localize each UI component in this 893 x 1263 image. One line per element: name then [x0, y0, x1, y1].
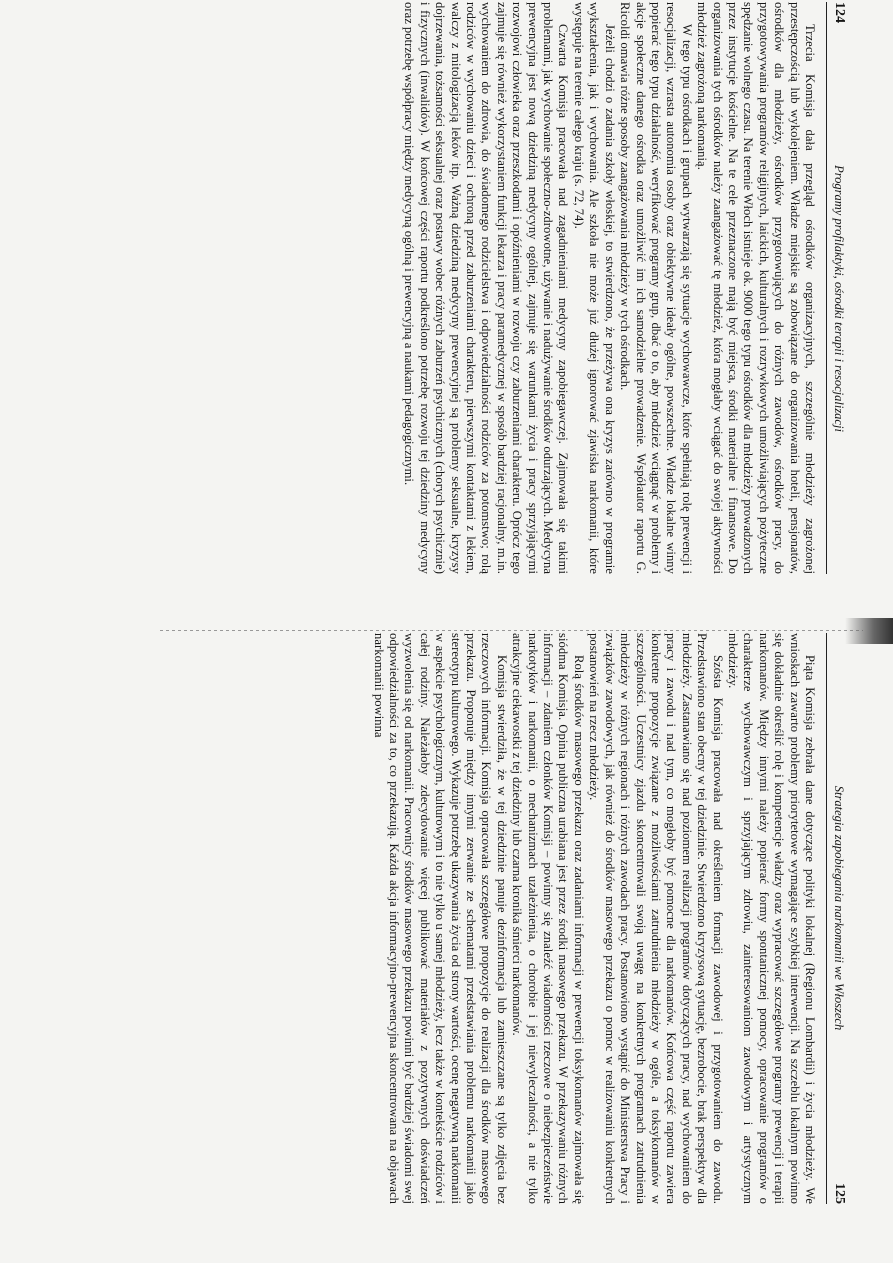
paragraph: Rolą środków masowego przekazu oraz zadaniami informacji w prewencji toksykomanów zajmowała się siódma Komisja. Opinia publiczna urabiana jest przez środki masowego przekazu. W przekazywaniu różnych informacji – zdaniem członków Komisji – powinny się znaleźć wiadomości rzeczowe o niebezpieczeństwie narkotyków i narkomanii, o mechanizmach uzależnienia, o chorobie i jej niewyleczalności, a nie tylko atrakcyjne ciekawostki z tej dziedziny lub czarna kronika śmierci narkomanów.: [510, 633, 586, 1204]
page-body: [401, 2, 817, 574]
running-head-title: Programy profilaktyki, ośrodki terapii i resocjalizacji: [832, 165, 846, 432]
paragraph: Jeżeli chodzi o zadania szkoły włoskiej, to stwierdzono, że przeżywa ona kryzys zarówno w programie wykształcenia, jak i wychowania. Ale szkoła nie może już dłużej ignorować zjawiska narkomanii, które występuje na terenie całego kraju (s. 72, 74).: [571, 2, 617, 574]
running-head-title: Strategia zapobiegania narkomanii we Włoszech: [832, 785, 846, 1031]
running-head: [826, 633, 847, 1204]
paragraph: Czwarta Komisja pracowała nad zagadnieniami medycyny zapobiegawczej. Zajmowała się takimi problemami, jak wychowanie społeczno-zdrowotne, używanie i nadużywanie środków odurzających. Medycyna prewencyjna jest nową dziedziną medycyny ogólnej, zajmuje się warunkami życia i pracy sprzyjającymi rozwojowi człowieka oraz przeszkodami i opóźnieniami w rozwoju czy zaburzeniami charakteru. Oprócz tego zajmuje się również wykorzystaniem funkcji lekarza i pracy paramedycznej w sposób bardziej racjonalny, m.in. wychowaniem do zdrowia, do świadomego rodzicielstwa i odpowiedzialności rodziców za potomstwo; rolą rodziców w wychowaniu dzieci i ochroną przed zaburzeniami charakteru, pierwszymi kontaktami z lekiem, walczy z mitologizacją leków itp. Ważną dziedziną medycyny prewencyjnej są problemy seksualne, kryzysy dojrzewania, tożsamości seksualnej oraz postawy wobec różnych zaburzeń psychicznych (chorych psychicznie) i fizycznych (inwalidów). W końcowej części raportu podkreślono potrzebę rozwoju tej dziedziny medycyny oraz potrzebę współpracy między medycyną ogólną i prewencyjną a naukami pedagogicznymi.: [402, 2, 571, 574]
page-body: [370, 633, 817, 1204]
page-125-content: [77, 631, 847, 1206]
paragraph: Szósta Komisja pracowała nad określeniem formacji zawodowej i przygotowaniem do zawodu. Przedstawiono stan obecny w tej dziedzinie. Stwierdzono kryzysową sytuację, bezrobocie, brak perspektyw dla młodzieży. Zastanawiano się nad poziomem realizacji programów dotyczących pracy, nad wychowaniem do pracy i zawodu i nad tym, co mogłoby być pomocne dla narkomanów. Końcowa część raportu zawiera konkretne propozycje związane z możliwościami zatrudnienia młodzieży w ogóle, a toksykomanów w szczególności. Uczestnicy zjazdu skoncentrowali swoją uwagę na konkretnych programach zatrudnienia młodzieży w różnych regionach i różnych zawodach pracy. Postanowiono wystąpić do Ministerstwa Pracy i związków zawodowych, jak również do środków masowego przekazu o pomoc w realizowaniu konkretnych postanowień na rzecz młodzieży.: [587, 633, 725, 1204]
page-number: 125: [832, 1183, 847, 1204]
paragraph: W tego typu ośrodkach i grupach wytwarzają się sytuacje wychowawcze, które spełniają rolę prewencji i resocjalizacji, wzrasta autonomia osoby oraz obiektywne ideały ogólne, powszechne. Władze lokalne winny popierać tego typu działalność, weryfikować programy grup, dbać o to, aby młodzież wciągnąć w problemy i akcje społeczne danego ośrodka oraz umożliwić im ich samodzielne prowadzenie. Współautor raportu G. Ricoldi omawia różne sposoby zaangażowania młodzieży w tych ośrodkach.: [618, 2, 694, 574]
running-head: [826, 2, 847, 574]
page-125: [0, 631, 893, 1263]
page-number: 124: [832, 2, 847, 23]
page-124-content: [77, 0, 847, 576]
paragraph: Piąta Komisja zebrała dane dotyczące polityki lokalnej (Regionu Lombardii) i życia młodzieży. We wnioskach zawarto problemy priorytetowe wymagające szybkiej interwencji. Na szczeblu lokalnym powinno się dokładnie określić rolę i kompetencje władzy oraz wypracować szczegółowe programy prewencji i terapii narkomanów. Między innymi należy popierać formy spontanicznej pomocy, opracowanie programów o charakterze wychowawczym i sprzyjającym zdrowiu, zainteresowaniom zawodowym i artystycznym młodzieży.: [725, 633, 817, 1204]
paragraph: Trzecia Komisja dała przegląd ośrodków organizacyjnych, szczególnie młodzieży zagrożonej przestępczością lub wykolejeniem. Władze miejskie są zobowiązane do organizowania hoteli, pensjonatów, ośrodków dla młodzieży, ośrodków przygotowujących do różnych zawodów, ośrodków pracy, do przygotowywania programów religijnych, laickich, kulturalnych i rozrywkowych umożliwiających pożyteczne spędzanie wolnego czasu. Na terenie Włoch istnieje ok. 9000 tego typu ośrodków dla młodzieży prowadzonych przez instytucje kościelne. Na te cele przeznaczone mają być miejsca, środki materialne i finansowe. Do organizowania tych ośrodków należy zaangażować tę młodzież, która mogłaby wciągać do swojej aktywności młodzież zagrożoną narkomanią.: [695, 2, 817, 574]
paragraph: Komisja stwierdziła, że w tej dziedzinie panuje dezinformacja lub zamieszczane są tylko zdjęcia bez rzeczowych informacji. Komisja opracowała szczegółowe propozycje do realizacji dla środków masowego przekazu. Proponuje między innymi zerwanie ze schematami przedstawiania problemu narkomanii jako stereotypu kulturowego. Wykazuje potrzebę ukazywania życia od strony wartości, ocenę negatywną narkomanii w aspekcie psychologicznym, kulturowym i to nie tylko u samej młodzieży, lecz także w kontekście rodziców i całej rodziny. Należałoby zdecydowanie więcej publikować materiałów z pozytywnych doświadczeń wyzwolenia się od narkomanii. Pracownicy środków masowego przekazu powinni być bardziej świadomi swej odpowiedzialności za to, co przekazują. Każda akcja informacyjno-prewencyjna skoncentrowana na objawach narkomanii powinna: [371, 633, 509, 1204]
